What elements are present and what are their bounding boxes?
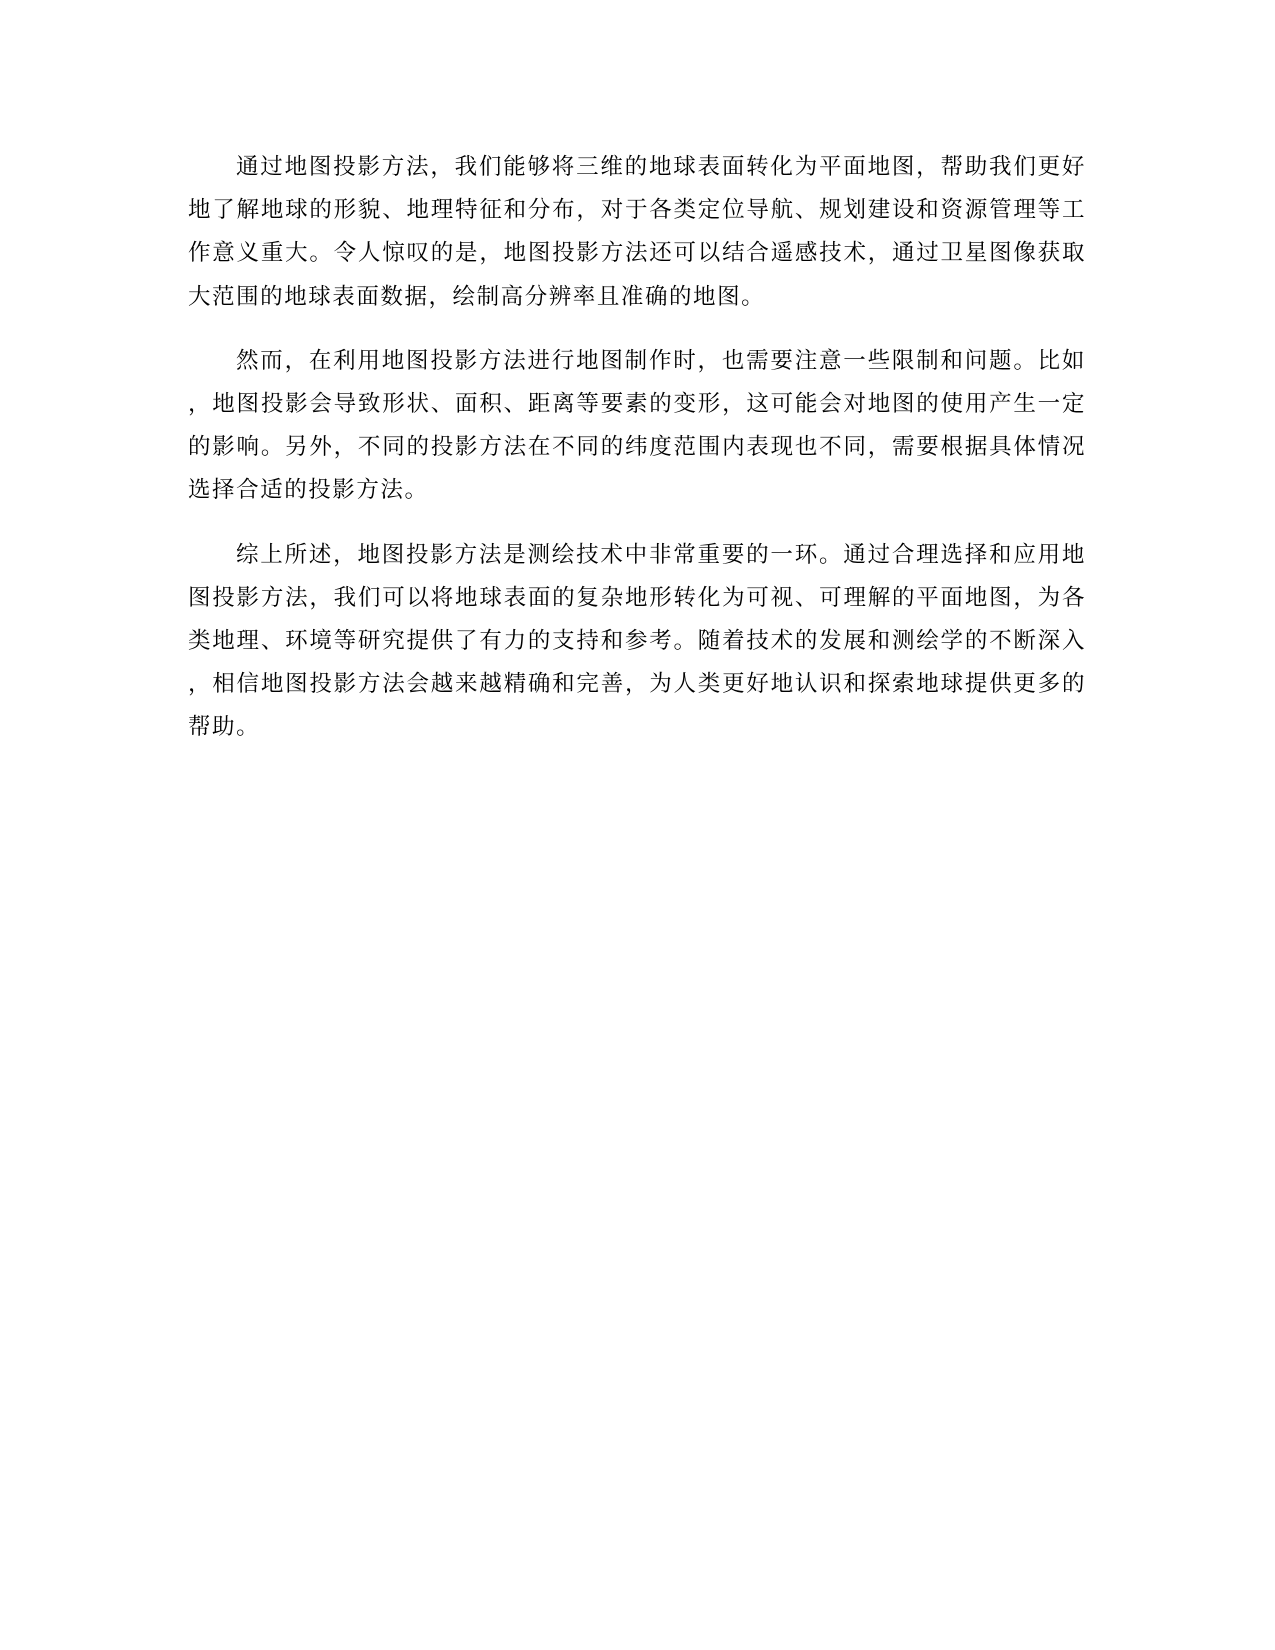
- paragraph-1: 通过地图投影方法，我们能够将三维的地球表面转化为平面地图，帮助我们更好地了解地球的形貌、地理特征和分布，对于各类定位导航、规划建设和资源管理等工作意义重大。令人惊叹的是，地图投影方法还可以结合遥感技术，通过卫星图像获取大范围的地球表面数据，绘制高分辨率且准确的地图。: [188, 154, 1086, 310]
- paragraph-2: 然而，在利用地图投影方法进行地图制作时，也需要注意一些限制和问题。比如，地图投影会导致形状、面积、距离等要素的变形，这可能会对地图的使用产生一定的影响。另外，不同的投影方法在不同的纬度范围内表现也不同，需要根据具体情况选择合适的投影方法。: [188, 347, 1086, 504]
- paragraph-3: 综上所述，地图投影方法是测绘技术中非常重要的一环。通过合理选择和应用地图投影方法，我们可以将地球表面的复杂地形转化为可视、可理解的平面地图，为各类地理、环境等研究提供了有力的支持和参考。随着技术的发展和测绘学的不断深入，相信地图投影方法会越来越精确和完善，为人类更好地认识和探索地球提供更多的帮助。: [188, 541, 1086, 741]
- document-body: [188, 146, 1086, 771]
